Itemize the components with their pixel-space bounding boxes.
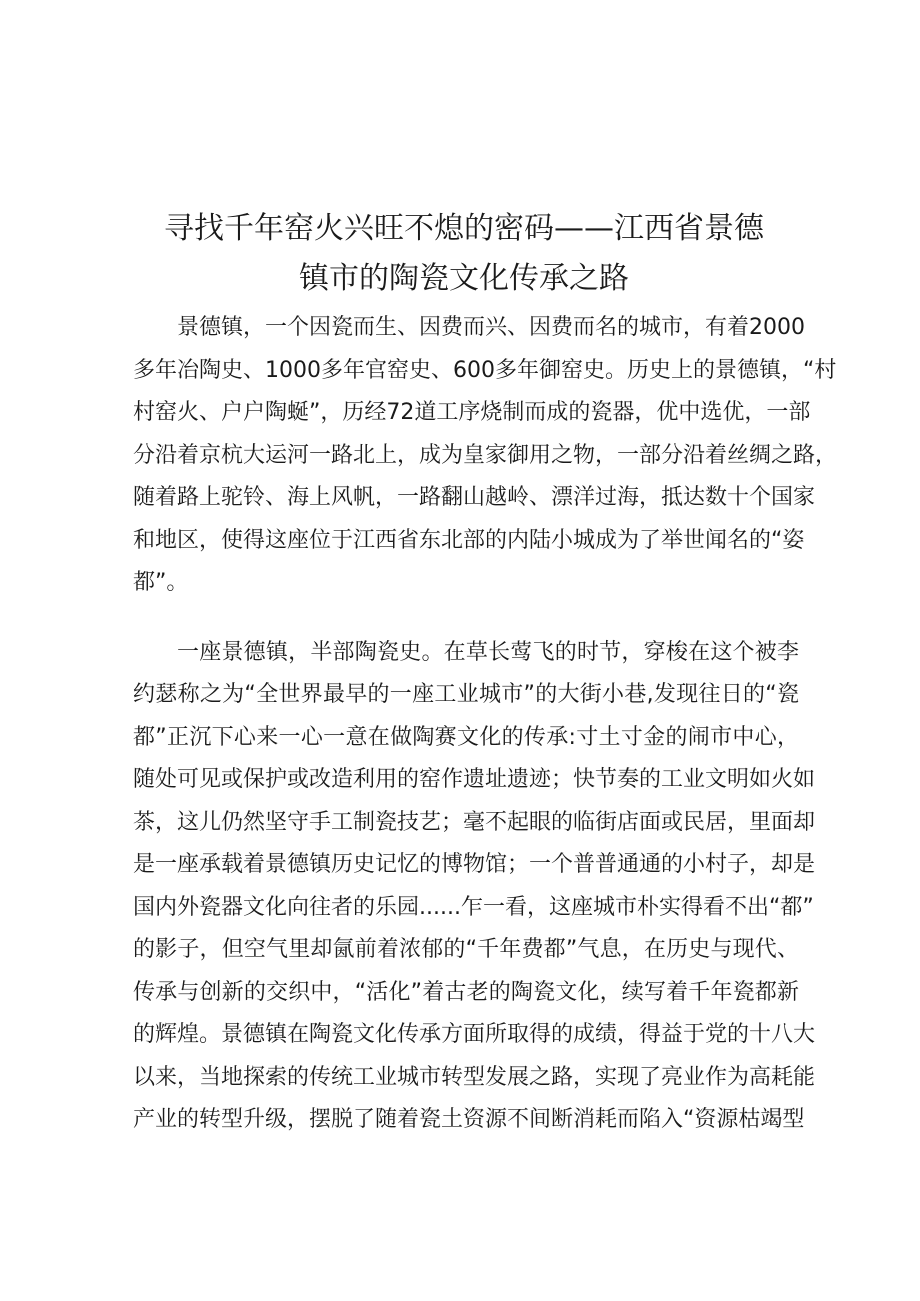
text-line: 以来，当地探索的传统工业城市转型发展之路，实现了亮业作为高耗能: [133, 1064, 816, 1090]
text-line: 一座景德镇，半部陶瓷史。在草长莺飞的时节，穿梭在这个被李: [177, 639, 799, 665]
text-line: 茶，这儿仍然坚守手工制瓷技艺；毫不起眼的临街店面或民居，里面却: [133, 809, 816, 835]
text-line: 景德镇，一个因瓷而生、因费而兴、因费而名的城市，有着2000: [177, 315, 805, 340]
title-line-1: 寻找千年窑火兴旺不熄的密码——江西省景德: [164, 211, 764, 246]
text-line: 的辉煌。景德镇在陶瓷文化传承方面所取得的成绩，得益于党的十八大: [133, 1022, 816, 1047]
text-line: 的影子，但空气里却氤前着浓郁的“千年费都”气息，在历史与现代、: [133, 937, 799, 962]
text-line: 随处可见或保护或改造利用的窑作遗址遗迹；快节奏的工业文明如火如: [133, 767, 816, 792]
text-line: 都”。: [133, 570, 189, 595]
text-line: 随着路上驼铃、海上风帆，一路翻山越岭、漂洋过海，抵达数十个国家: [133, 485, 816, 510]
text-line: 和地区，使得这座位于江西省东北部的内陆小城成为了举世闻名的“姿: [133, 527, 805, 553]
text-line: 是一座承载着景德镇历史记忆的博物馆；一个普普通通的小村子，却是: [133, 852, 816, 877]
document-body: [133, 307, 838, 1169]
text-line: 分沿着京杭大运河一路北上，成为皇家御用之物，一部分沿着丝绸之路，: [133, 442, 838, 468]
text-line: 多年冶陶史、1000多年官窑史、600多年御窑史。历史上的景德镇，“村: [133, 357, 837, 383]
paragraph-2: [133, 632, 816, 1142]
text-line: 村窑火、户户陶蜒”，历经72道工序烧制而成的瓷器，优中选优，一部: [133, 400, 811, 425]
text-line: 国内外瓷器文化向往者的乐园......乍一看，这座城市朴实得看不出“都”: [133, 894, 814, 920]
text-line: 传承与创新的交织中，“活化”着古老的陶瓷文化，续写着千年瓷都新: [133, 979, 799, 1005]
paragraph-1: [133, 307, 838, 605]
document-title: [130, 204, 798, 304]
text-line: 约瑟称之为“全世界最早的一座工业城市”的大街小巷,发现往日的“瓷: [133, 682, 799, 707]
text-line: 产业的转型升级，摆脱了随着瓷土资源不间断消耗而陷入“资源枯竭型: [133, 1107, 805, 1132]
title-line-2: 镇市的陶瓷文化传承之路: [299, 261, 629, 296]
text-line: 都”正沉下心来一心一意在做陶赛文化的传承:寸土寸金的闹市中心，: [133, 724, 799, 750]
